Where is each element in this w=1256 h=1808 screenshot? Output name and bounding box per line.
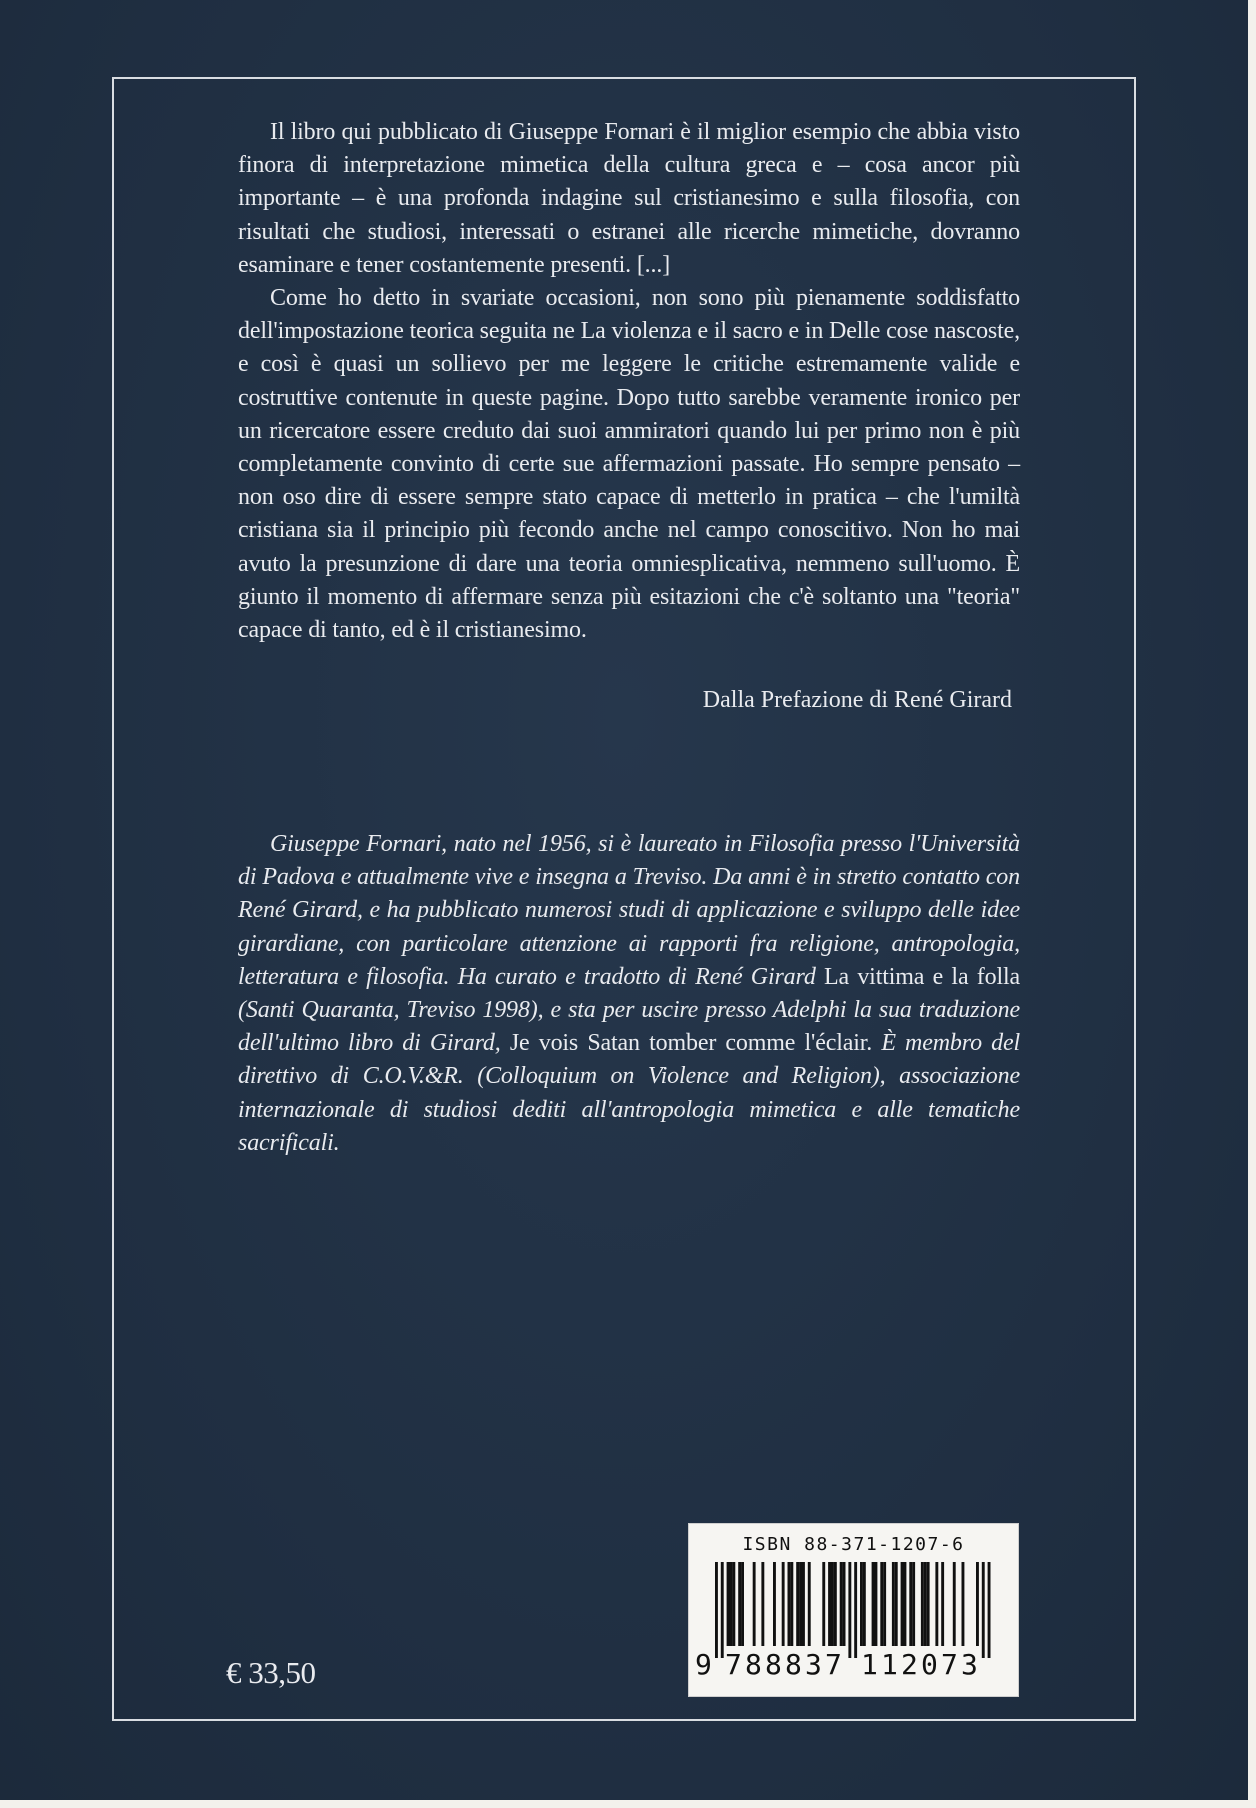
barcode-bar (730, 1562, 733, 1646)
barcode-bar (828, 1562, 831, 1646)
quote-attribution: Dalla Prefazione di René Girard (702, 687, 1012, 713)
ean-digit: 3 (805, 1648, 822, 1681)
barcode-bar (860, 1562, 863, 1646)
barcode-bar (927, 1562, 930, 1646)
ean-digit: 1 (861, 1648, 878, 1681)
barcode-bar (741, 1562, 744, 1646)
barcode-bar (982, 1562, 985, 1658)
bio-text-1: Giuseppe Fornari, nato nel 1956, si è laureato in Filosofia presso l'Università di Padova e attualmente vive e insegna a Treviso. Da anni è in stretto contatto con René Girard, e ha pubblicato numerosi studi di applicazione e sviluppo delle idee girardiane, con particolare attenzione ai rapporti fra religione, antropologia, letteratura e filosofia. Ha curato e tradotto di René Girard (238, 831, 1020, 990)
barcode-bar (788, 1562, 791, 1646)
barcode-bar (895, 1562, 898, 1646)
ean-digit: 0 (921, 1648, 938, 1681)
bio-paragraph (238, 828, 1020, 1160)
barcode-bar (732, 1562, 735, 1646)
barcode-bar (875, 1562, 878, 1646)
barcode-bar (831, 1562, 834, 1646)
ean-digit: 1 (881, 1648, 898, 1681)
barcode-bar (802, 1562, 805, 1646)
barcode-bar (904, 1562, 907, 1646)
author-bio (238, 828, 1020, 1160)
barcode-bar (782, 1562, 785, 1646)
barcode-bar (834, 1562, 837, 1646)
barcode-bar (883, 1562, 886, 1646)
barcode-panel (688, 1523, 1019, 1697)
ean-digit: 8 (785, 1648, 802, 1681)
ean-digit: 2 (901, 1648, 918, 1681)
ean-digit: 7 (825, 1648, 842, 1681)
barcode-bar (840, 1562, 843, 1646)
ean-digit: 3 (961, 1648, 978, 1681)
barcode-bar (962, 1562, 965, 1646)
barcode-bar (901, 1562, 904, 1646)
bio-text-2: (Santi Quaranta, Treviso 1998), e sta per uscire presso Adelphi la sua traduzione dell'ultimo libro di Girard, (238, 997, 1020, 1057)
ean-digit: 8 (765, 1648, 782, 1681)
price-label: € 33,50 (226, 1655, 316, 1690)
barcode-bar (727, 1562, 730, 1646)
barcode-bar (909, 1562, 912, 1646)
barcode-bar (921, 1562, 924, 1646)
barcode-bar (880, 1562, 883, 1646)
barcode-bar (935, 1562, 938, 1646)
quote-paragraph-2: Come ho detto in svariate occasioni, non sono più pienamente soddisfatto dell'impostazione teorica seguita ne La violenza e il sacro e in Delle cose nascoste, e così è quasi un sollievo per me leggere le critiche estremamente valide e costruttive contenute in queste pagine. Dopo tutto sarebbe veramente ironico per un ricercatore essere creduto dai suoi ammiratori quando lui per primo non è più completamente convinto di certe sue affermazioni passate. Ho sempre pensato – non oso dire di essere sempre stato capace di metterlo in pratica – che l'umiltà cristiana sia il principio più fecondo anche nel campo conoscitivo. Non ho mai avuto la presunzione di dare una teoria omniesplicativa, nemmeno sull'uomo. È giunto il momento di affermare senza più esitazioni che c'è soltanto una "teoria" capace di tanto, ed è il cristianesimo. (238, 285, 1020, 644)
barcode-bar (953, 1562, 956, 1646)
barcode-bar (721, 1562, 724, 1658)
barcode-bar (941, 1562, 944, 1646)
barcode-bar (738, 1562, 741, 1646)
bio-book-title-2: Je vois Satan tomber comme l'éclair. (509, 1030, 873, 1057)
barcode-bar (808, 1562, 811, 1646)
preface-quote (238, 116, 1020, 647)
ean-digit: 9 (695, 1648, 712, 1681)
bio-book-title-1: La vittima e la folla (824, 963, 1021, 990)
barcode-bar (796, 1562, 799, 1646)
barcode-bar (799, 1562, 802, 1646)
barcode-bar (912, 1562, 915, 1646)
ean-digit: 8 (745, 1648, 762, 1681)
isbn-label: ISBN 88-371-1207-6 (742, 1534, 965, 1555)
barcode-bar (715, 1562, 718, 1658)
barcode-bar (843, 1562, 846, 1646)
barcode-bar (822, 1562, 825, 1646)
barcode-bar (976, 1562, 979, 1646)
barcode-bar (924, 1562, 927, 1646)
barcode-bar (863, 1562, 866, 1646)
bio-text-3: È membro del direttivo di C.O.V.&R. (Colloquium on Violence and Religion), associazione internazionale di studiosi dediti all'antropologia mimetica e alle tematiche sacrificali. (238, 1030, 1021, 1156)
barcode-bar (854, 1562, 857, 1658)
barcode-bar (773, 1562, 776, 1646)
barcode-bar (790, 1562, 793, 1646)
barcode-bar (872, 1562, 875, 1646)
ean-digit: 7 (941, 1648, 958, 1681)
barcode-bar (892, 1562, 895, 1646)
barcode-bar (753, 1562, 756, 1646)
barcode-bar (988, 1562, 991, 1658)
barcode-bar (848, 1562, 851, 1658)
quote-paragraph-1: Il libro qui pubblicato di Giuseppe Fornari è il miglior esempio che abbia visto finora di interpretazione mimetica della cultura greca e – cosa ancor più importante – è una profonda indagine sul cristianesimo e sulla filosofia, con risultati che studiosi, interessati o estranei alle ricerche mimetiche, dovranno esaminare e tener costantemente presenti. [...] (238, 119, 1020, 278)
ean-digit: 7 (725, 1648, 742, 1681)
barcode-bar (761, 1562, 764, 1646)
